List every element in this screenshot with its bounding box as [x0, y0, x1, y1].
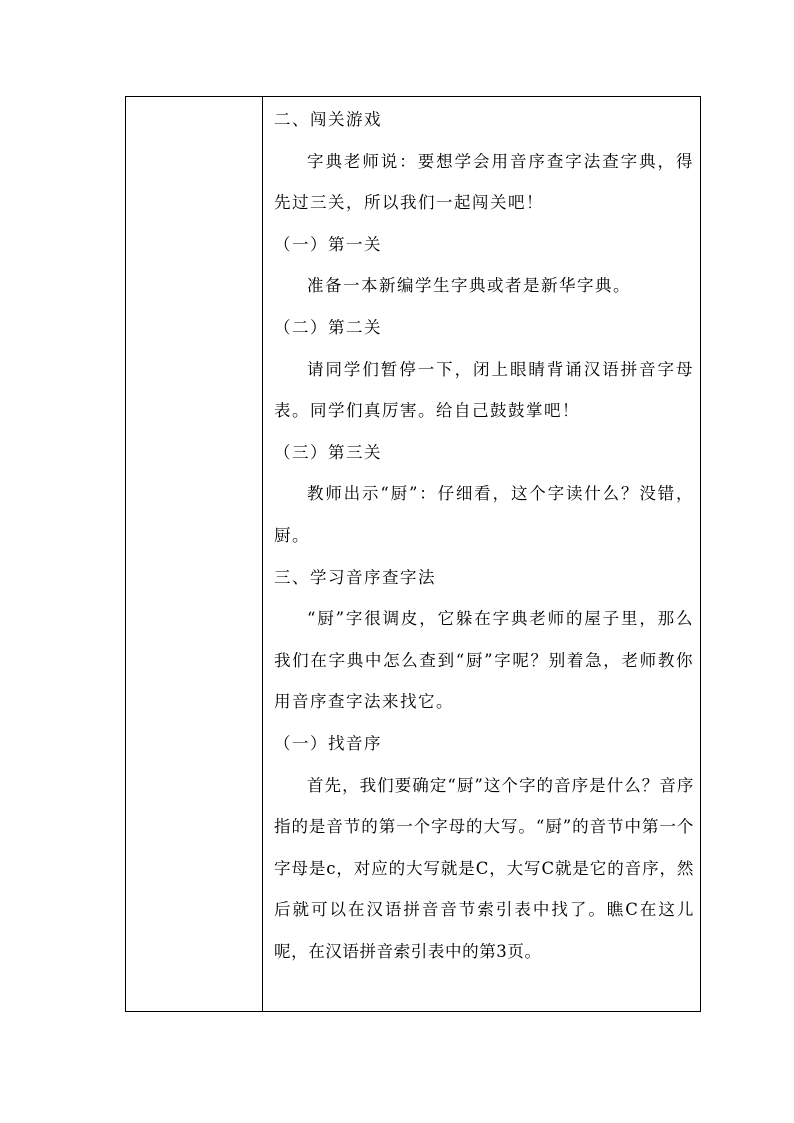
level2-text: 请同学们暂停一下，闭上眼睛背诵汉语拼音字母表。同学们真厉害。给自己鼓鼓掌吧！	[274, 359, 694, 421]
step1-heading: （一）找音序	[274, 733, 382, 753]
level2-heading: （二）第二关	[274, 317, 382, 337]
step1-text: 首先，我们要确定“厨”这个字的音序是什么？音序指的是音节的第一个字母的大写。“厨”的音节中第一个字母是c，对应的大写就是C，大写C就是它的音序，然后就可以在汉语拼音音节索引表中找了。瞧C在这儿呢，在汉语拼音索引表中的第3页。	[274, 775, 694, 961]
table-content-cell	[263, 97, 700, 1011]
lesson-table	[125, 96, 701, 1012]
section2-intro: 字典老师说：要想学会用音序查字法查字典，得先过三关，所以我们一起闯关吧！	[274, 151, 694, 213]
level1-text: 准备一本新编学生字典或者是新华字典。	[307, 276, 631, 296]
level1-heading: （一）第一关	[274, 234, 382, 254]
level3-heading: （三）第三关	[274, 442, 382, 462]
section2-heading: 二、闯关游戏	[274, 110, 382, 129]
section3-heading: 三、学习音序查字法	[274, 567, 436, 587]
table-left-cell	[126, 97, 263, 1011]
level3-text: 教师出示“厨”：仔细看，这个字读什么？没错，厨。	[274, 484, 694, 545]
section3-intro: “厨”字很调皮，它躲在字典老师的屋子里，那么我们在字典中怎么查到“厨”字呢？别着急，老师教你用音序查字法来找它。	[274, 609, 694, 712]
